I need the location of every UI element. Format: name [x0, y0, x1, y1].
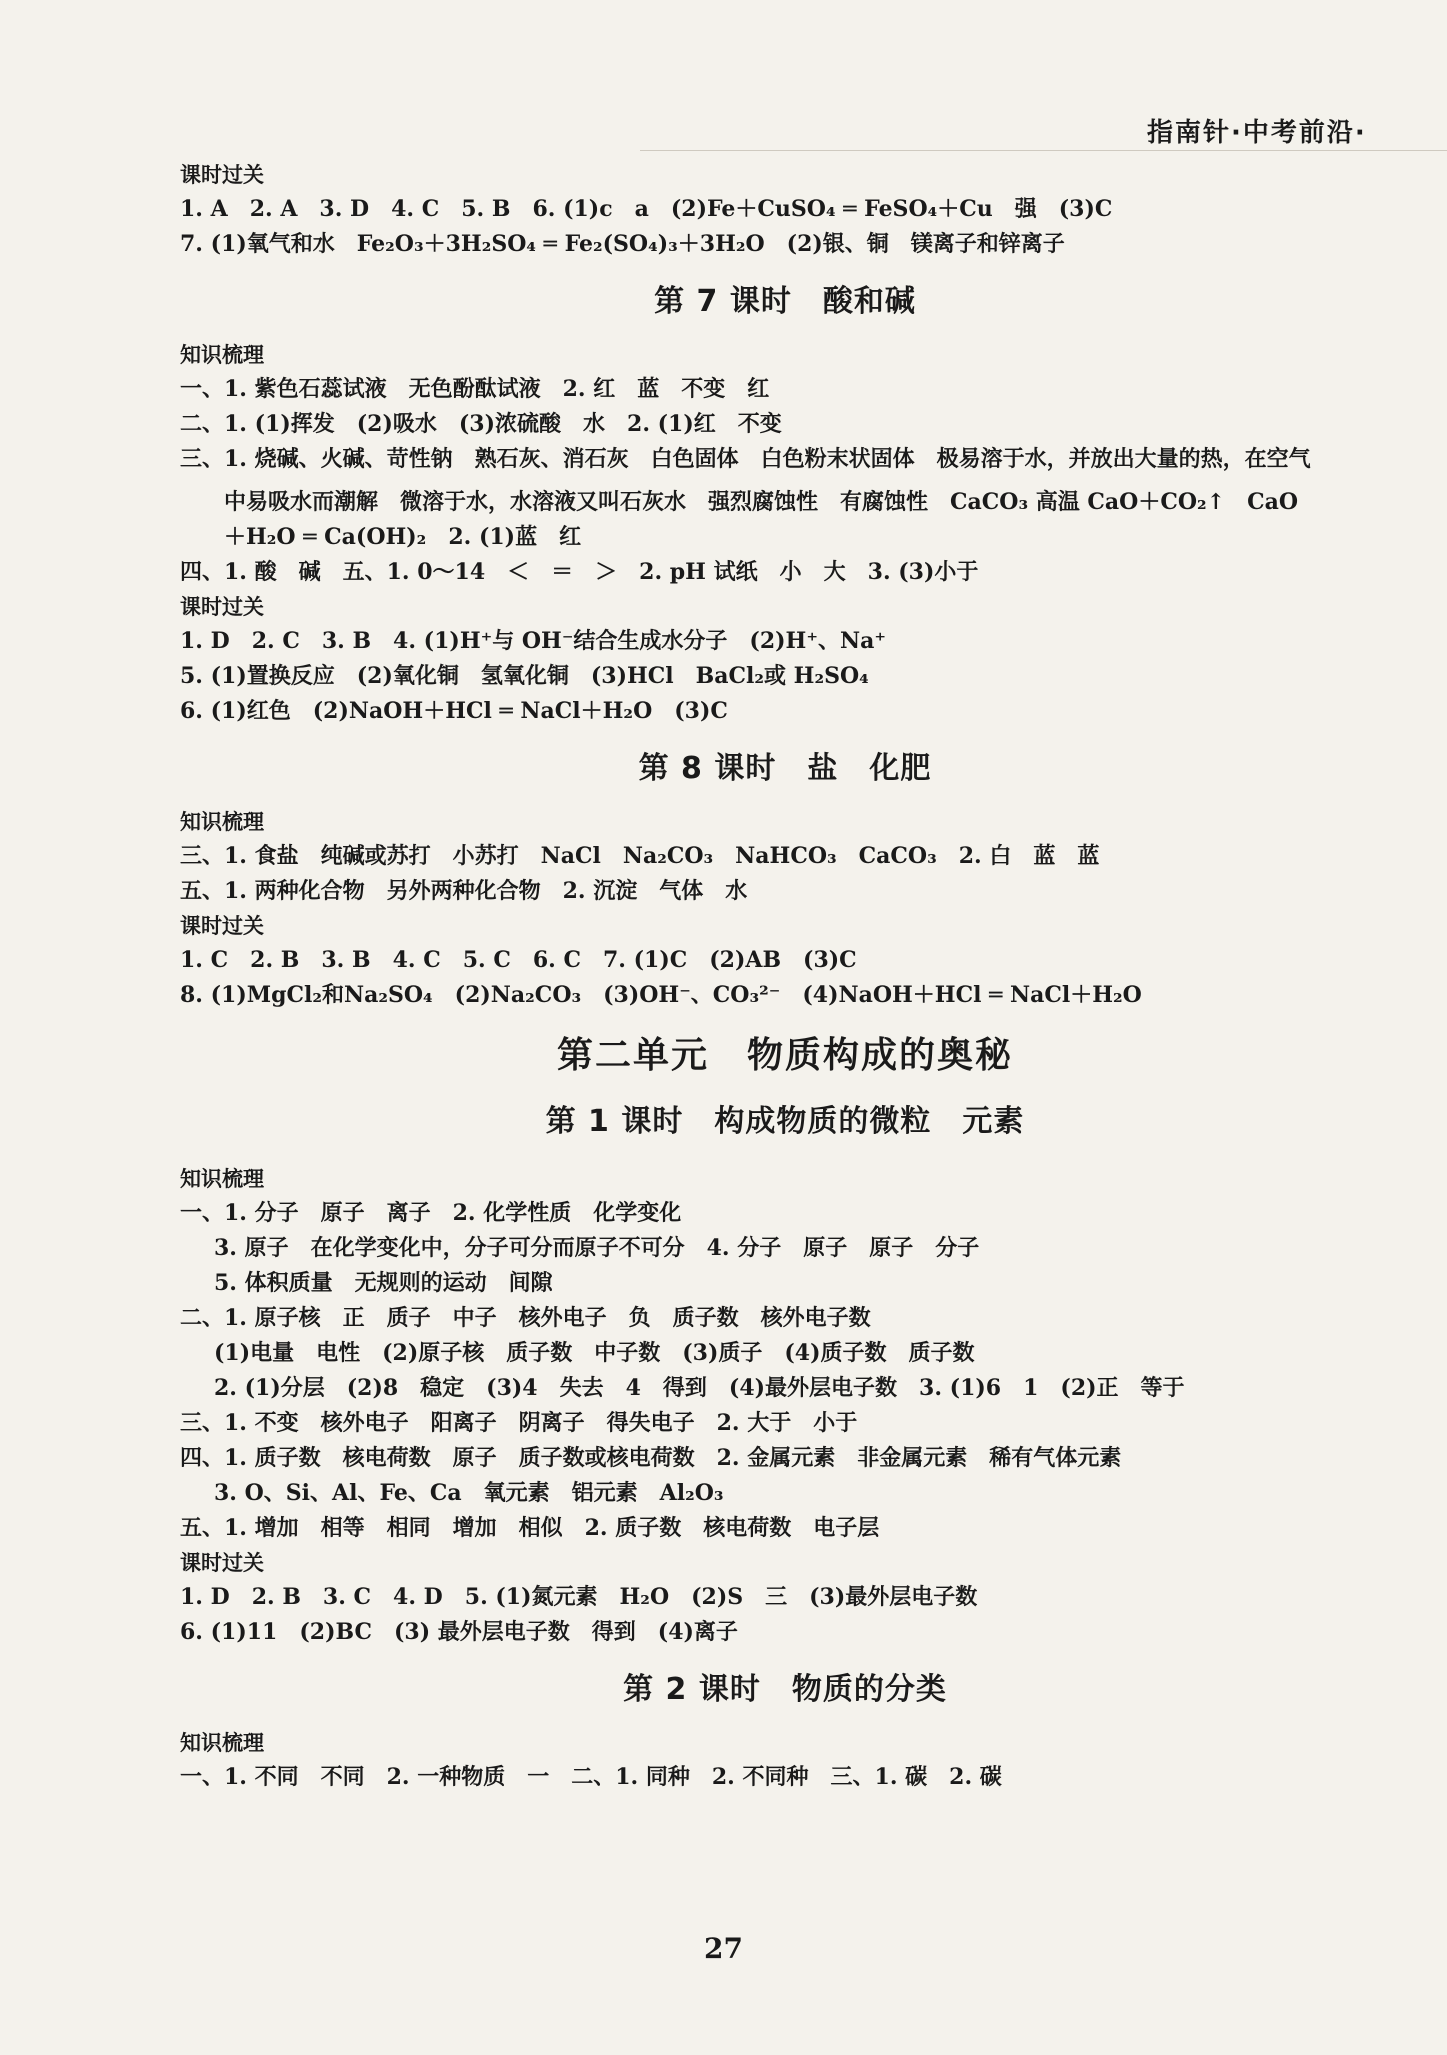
- answer-line: 一、1. 紫色石蕊试液 无色酚酞试液 2. 红 蓝 不变 红: [180, 376, 770, 402]
- answer-line: 8. (1)MgCl₂和Na₂SO₄ (2)Na₂CO₃ (3)OH⁻、CO₃²⁻ (4)NaOH＋HCl ═ NaCl＋H₂O: [180, 982, 1142, 1008]
- answer-line: 三、1. 食盐 纯碱或苏打 小苏打 NaCl Na₂CO₃ NaHCO₃ CaCO₃ 2. 白 蓝 蓝: [180, 843, 1100, 869]
- lesson-heading: 第 1 课时 构成物质的微粒 元素: [545, 1104, 1025, 1139]
- answer-line: 五、1. 两种化合物 另外两种化合物 2. 沉淀 气体 水: [180, 878, 748, 904]
- answer-line: 2. (1)分层 (2)8 稳定 (3)4 失去 4 得到 (4)最外层电子数 3. (1)6 1 (2)正 等于: [214, 1375, 1185, 1401]
- answer-line: 3. O、Si、Al、Fe、Ca 氧元素 铝元素 Al₂O₃: [214, 1480, 724, 1506]
- section-label: 知识梳理: [180, 1731, 264, 1755]
- section-label: 课时过关: [180, 163, 264, 187]
- answer-line: (1)电量 电性 (2)原子核 质子数 中子数 (3)质子 (4)质子数 质子数: [214, 1340, 975, 1366]
- answer-line: 一、1. 不同 不同 2. 一种物质 一 二、1. 同种 2. 不同种 三、1. 碳 2. 碳: [180, 1764, 1002, 1790]
- answer-line: 1. D 2. C 3. B 4. (1)H⁺与 OH⁻结合生成水分子 (2)H⁺、Na⁺: [180, 628, 886, 654]
- answer-line: 6. (1)红色 (2)NaOH＋HCl ═ NaCl＋H₂O (3)C: [180, 698, 728, 724]
- answer-line: 四、1. 质子数 核电荷数 原子 质子数或核电荷数 2. 金属元素 非金属元素 稀有气体元素: [180, 1445, 1122, 1471]
- answer-line: 5. 体积质量 无规则的运动 间隙: [214, 1270, 553, 1296]
- lesson-heading: 第 2 课时 物质的分类: [623, 1672, 947, 1707]
- answer-line: ＋H₂O ═ Ca(OH)₂ 2. (1)蓝 红: [224, 524, 582, 550]
- answer-line: 一、1. 分子 原子 离子 2. 化学性质 化学变化: [180, 1200, 682, 1226]
- answer-line: 1. C 2. B 3. B 4. C 5. C 6. C 7. (1)C (2)AB (3)C: [180, 947, 857, 973]
- section-label: 课时过关: [180, 595, 264, 619]
- answer-line: 1. A 2. A 3. D 4. C 5. B 6. (1)c a (2)Fe＋CuSO₄ ═ FeSO₄＋Cu 强 (3)C: [180, 196, 1113, 222]
- section-label: 课时过关: [180, 1551, 264, 1575]
- page-number: 27: [704, 1932, 743, 1965]
- answer-line: 1. D 2. B 3. C 4. D 5. (1)氮元素 H₂O (2)S 三 (3)最外层电子数: [180, 1584, 978, 1610]
- unit-heading: 第二单元 物质构成的奥秘: [556, 1035, 1013, 1076]
- answer-line: 中易吸水而潮解 微溶于水，水溶液又叫石灰水 强烈腐蚀性 有腐蚀性 CaCO₃ 高温 CaO＋CO₂↑ CaO: [224, 489, 1298, 515]
- section-label: 知识梳理: [180, 1167, 264, 1191]
- answer-line: 5. (1)置换反应 (2)氧化铜 氢氧化铜 (3)HCl BaCl₂或 H₂SO₄: [180, 663, 869, 689]
- answer-line: 五、1. 增加 相等 相同 增加 相似 2. 质子数 核电荷数 电子层: [180, 1515, 880, 1541]
- lesson-heading: 第 7 课时 酸和碱: [654, 284, 916, 319]
- header-rule: [640, 150, 1447, 151]
- page-content: [180, 158, 1390, 1795]
- answer-line: 三、1. 烧碱、火碱、苛性钠 熟石灰、消石灰 白色固体 白色粉末状固体 极易溶于水，并放出大量的热，在空气: [180, 446, 1311, 472]
- answer-line: 二、1. 原子核 正 质子 中子 核外电子 负 质子数 核外电子数: [180, 1305, 871, 1331]
- answer-line: 3. 原子 在化学变化中，分子可分而原子不可分 4. 分子 原子 原子 分子: [214, 1235, 980, 1261]
- lesson-heading: 第 8 课时 盐 化肥: [638, 751, 932, 786]
- section-label: 课时过关: [180, 914, 264, 938]
- answer-line: 四、1. 酸 碱 五、1. 0～14 ＜ ＝ ＞ 2. pH 试纸 小 大 3. (3)小于: [180, 559, 979, 585]
- answer-line: 二、1. (1)挥发 (2)吸水 (3)浓硫酸 水 2. (1)红 不变: [180, 411, 782, 437]
- answer-line: 6. (1)11 (2)BC (3) 最外层电子数 得到 (4)离子: [180, 1619, 738, 1645]
- section-label: 知识梳理: [180, 810, 264, 834]
- answer-line: 7. (1)氧气和水 Fe₂O₃＋3H₂SO₄ ═ Fe₂(SO₄)₃＋3H₂O (2)银、铜 镁离子和锌离子: [180, 231, 1065, 257]
- header-brand: 指南针·中考前沿·: [1147, 118, 1367, 148]
- answer-line: 三、1. 不变 核外电子 阳离子 阴离子 得失电子 2. 大于 小于: [180, 1410, 858, 1436]
- section-label: 知识梳理: [180, 343, 264, 367]
